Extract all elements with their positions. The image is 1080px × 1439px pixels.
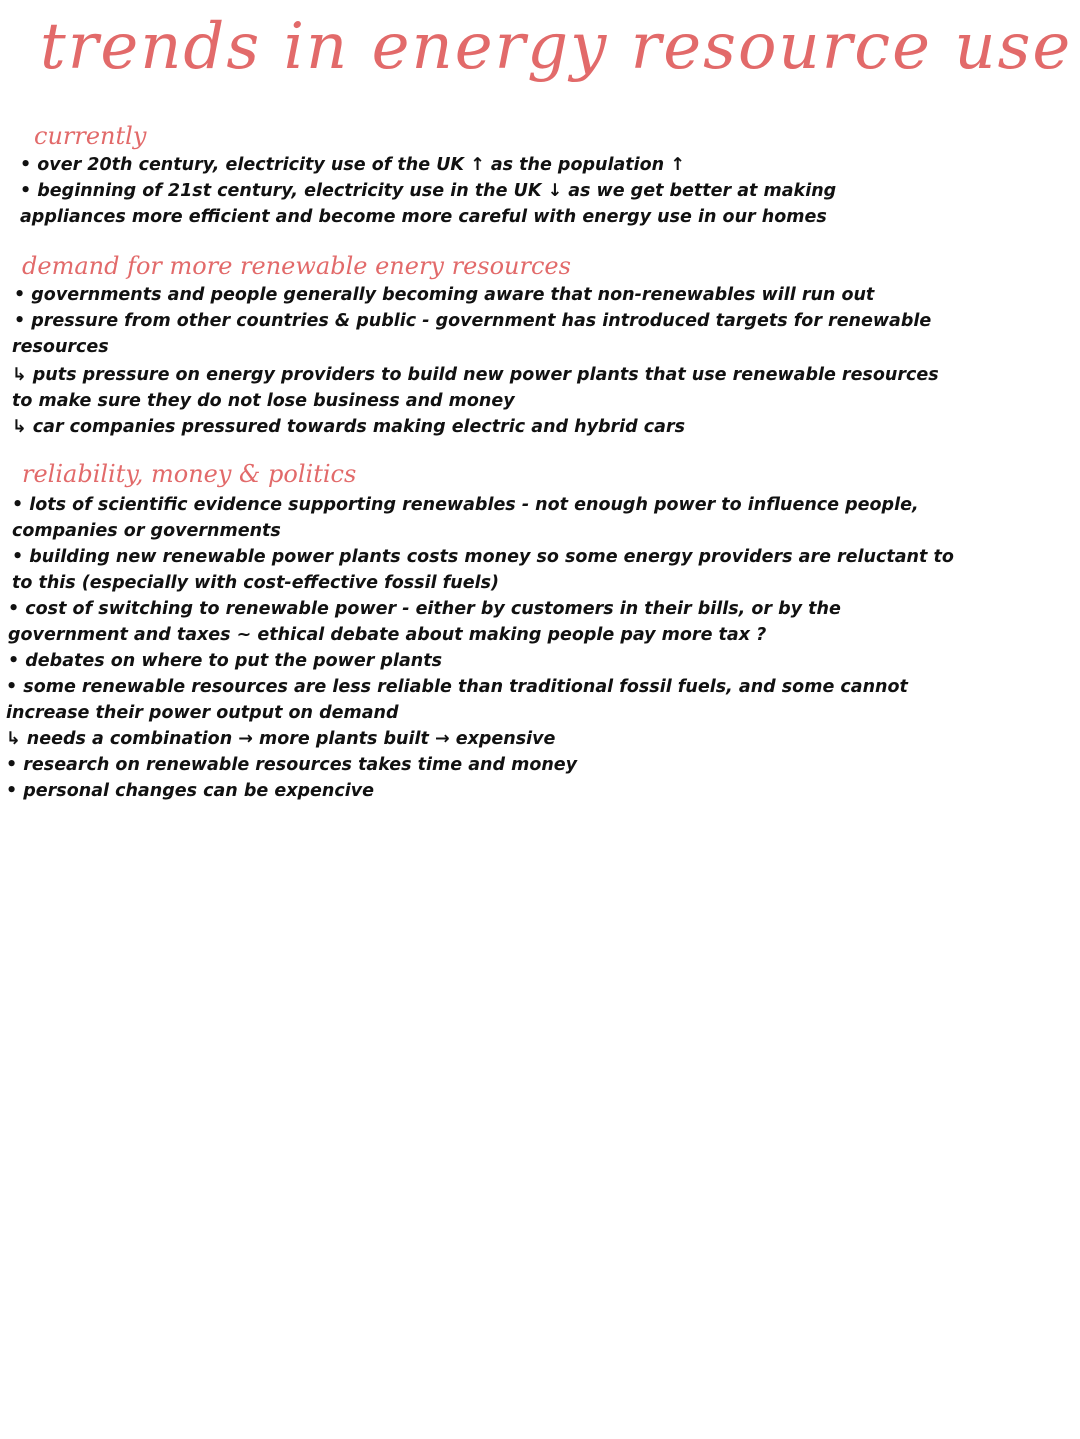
note-line: to make sure they do not lose business and money <box>12 391 515 411</box>
note-line: • personal changes can be expencive <box>6 781 374 801</box>
note-line: ↳ puts pressure on energy providers to build new power plants that use renewable resources <box>12 365 939 385</box>
note-line: • building new renewable power plants costs money so some energy providers are reluctant to <box>12 547 954 567</box>
note-line: ↳ needs a combination → more plants built → expensive <box>6 729 556 749</box>
section-heading-demand: demand for more renewable enery resources <box>22 252 571 280</box>
note-line: • lots of scientific evidence supporting renewables - not enough power to influence people, <box>12 495 919 515</box>
note-line: • beginning of 21st century, electricity use in the UK ↓ as we get better at making <box>20 181 837 201</box>
note-line: companies or governments <box>12 521 281 541</box>
note-line: • some renewable resources are less reliable than traditional fossil fuels, and some cannot <box>6 677 908 697</box>
note-line: • over 20th century, electricity use of the UK ↑ as the population ↑ <box>20 155 685 175</box>
page-title: trends in energy resource use <box>40 10 1073 84</box>
note-line: • debates on where to put the power plants <box>8 651 443 671</box>
note-line: • governments and people generally becoming aware that non-renewables will run out <box>14 285 875 305</box>
note-line: • research on renewable resources takes time and money <box>6 755 578 775</box>
note-line: government and taxes ~ ethical debate about making people pay more tax ? <box>8 625 767 645</box>
note-line: appliances more efficient and become more careful with energy use in our homes <box>20 207 827 227</box>
note-line: • cost of switching to renewable power - either by customers in their bills, or by the <box>8 599 841 619</box>
section-heading-reliability: reliability, money & politics <box>22 460 357 488</box>
note-line: increase their power output on demand <box>6 703 399 723</box>
note-line: ↳ car companies pressured towards making electric and hybrid cars <box>12 417 686 437</box>
note-line: to this (especially with cost-effective fossil fuels) <box>12 573 500 593</box>
note-line: resources <box>12 337 109 357</box>
section-heading-currently: currently <box>34 122 147 150</box>
note-line: • pressure from other countries & public - government has introduced targets for renewable <box>14 311 932 331</box>
